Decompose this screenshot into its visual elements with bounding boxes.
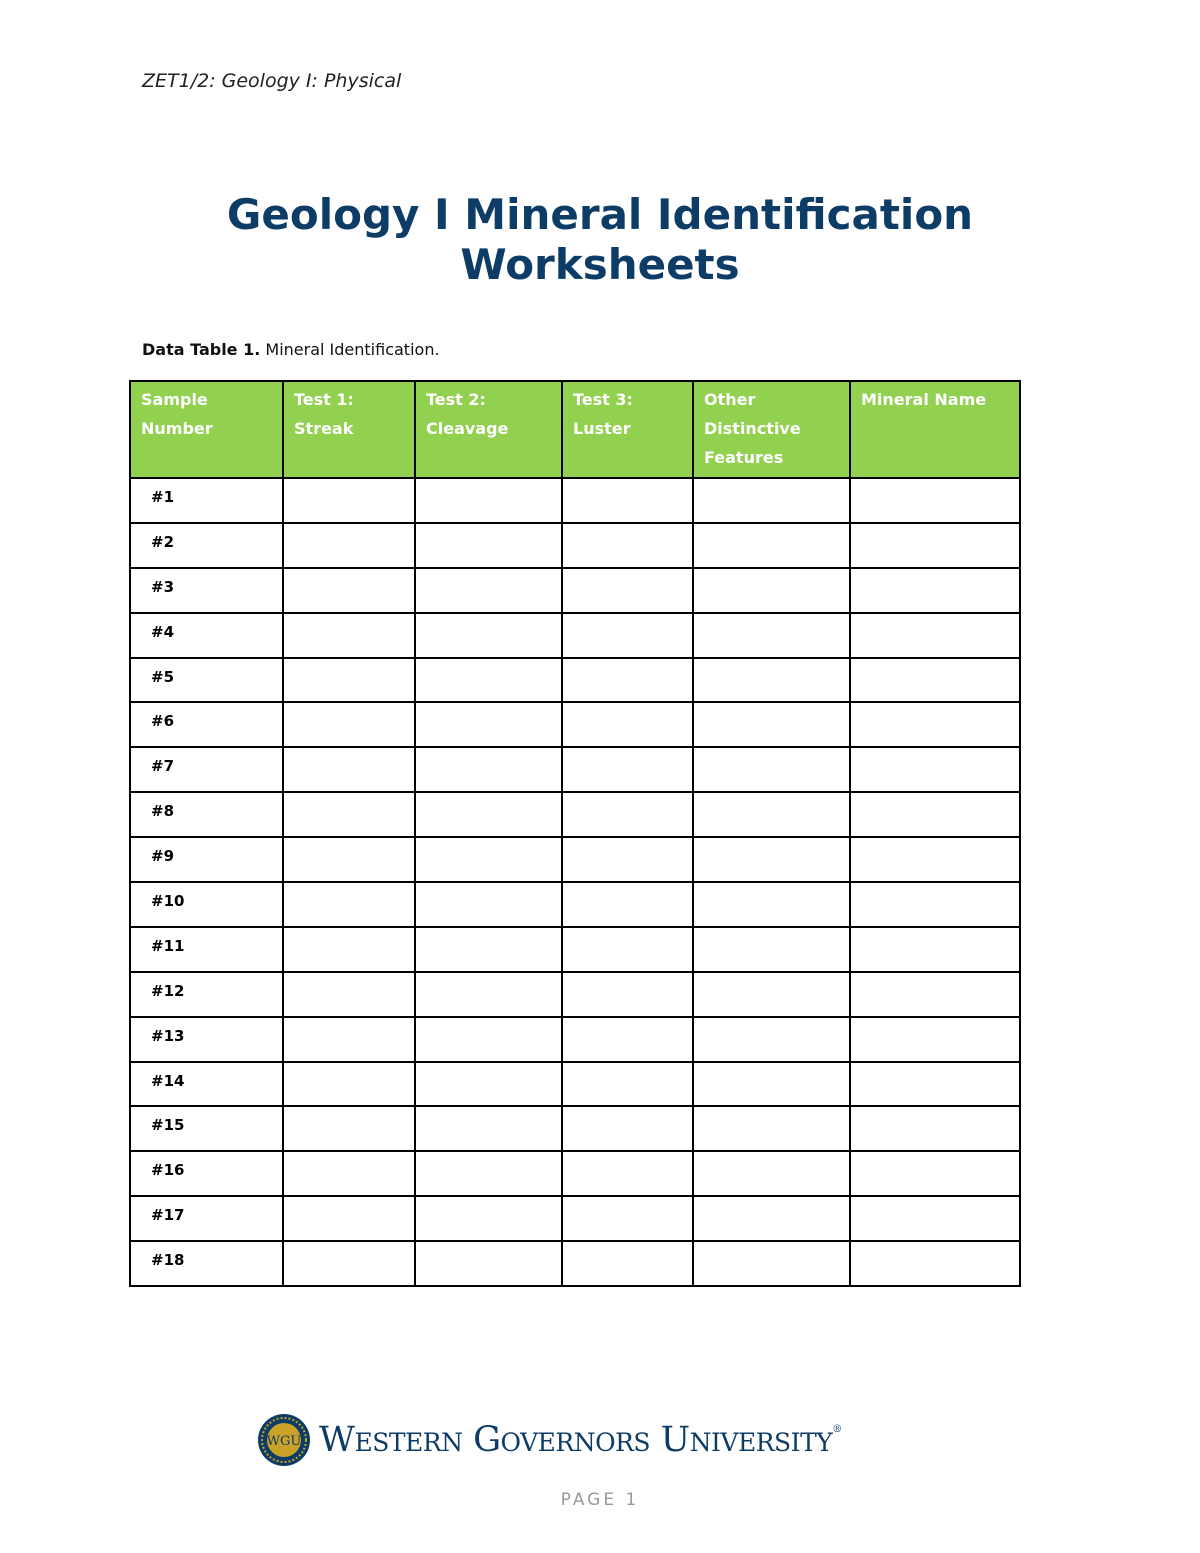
blank-entry-cell[interactable]: [693, 792, 850, 837]
blank-entry-cell[interactable]: [850, 658, 1020, 703]
blank-entry-cell[interactable]: [693, 882, 850, 927]
blank-entry-cell[interactable]: [415, 927, 562, 972]
mineral-identification-table: [129, 380, 1021, 1287]
blank-entry-cell[interactable]: [693, 1106, 850, 1151]
blank-entry-cell[interactable]: [850, 972, 1020, 1017]
column-header-line: Luster: [573, 419, 631, 438]
column-header: [283, 381, 415, 478]
blank-entry-cell[interactable]: [283, 658, 415, 703]
table-body: [130, 478, 1020, 1286]
blank-entry-cell[interactable]: [283, 792, 415, 837]
blank-entry-cell[interactable]: [283, 837, 415, 882]
column-header-line: Number: [141, 419, 213, 438]
blank-entry-cell[interactable]: [850, 1017, 1020, 1062]
table-row: [130, 568, 1020, 613]
blank-entry-cell[interactable]: [562, 1196, 693, 1241]
blank-entry-cell[interactable]: [415, 747, 562, 792]
blank-entry-cell[interactable]: [850, 1106, 1020, 1151]
table-caption-label: Data Table 1.: [142, 340, 261, 359]
column-header-line: Mineral Name: [861, 390, 987, 409]
blank-entry-cell[interactable]: [415, 613, 562, 658]
blank-entry-cell[interactable]: [415, 792, 562, 837]
blank-entry-cell[interactable]: [562, 1062, 693, 1107]
page-title-line-1: Geology I Mineral Identification: [226, 190, 974, 239]
blank-entry-cell[interactable]: [693, 478, 850, 523]
sample-number-cell: #1: [130, 478, 283, 523]
column-header-line: Sample: [141, 390, 208, 409]
blank-entry-cell[interactable]: [415, 1017, 562, 1062]
blank-entry-cell[interactable]: [283, 523, 415, 568]
blank-entry-cell[interactable]: [415, 972, 562, 1017]
blank-entry-cell[interactable]: [850, 1241, 1020, 1286]
column-header: [130, 381, 283, 478]
table-caption-text: Mineral Identification.: [260, 340, 440, 359]
registered-mark: ®: [832, 1424, 842, 1435]
table-row: [130, 1106, 1020, 1151]
sample-number-cell: #17: [130, 1196, 283, 1241]
page-number: PAGE 1: [560, 1490, 640, 1510]
blank-entry-cell[interactable]: [850, 478, 1020, 523]
sample-number-cell: #11: [130, 927, 283, 972]
blank-entry-cell[interactable]: [415, 523, 562, 568]
table-row: [130, 927, 1020, 972]
page-title: [0, 190, 1200, 290]
blank-entry-cell[interactable]: [850, 792, 1020, 837]
blank-entry-cell[interactable]: [693, 927, 850, 972]
sample-number-cell: #9: [130, 837, 283, 882]
blank-entry-cell[interactable]: [693, 837, 850, 882]
sample-number-cell: #8: [130, 792, 283, 837]
blank-entry-cell[interactable]: [283, 613, 415, 658]
blank-entry-cell[interactable]: [850, 523, 1020, 568]
blank-entry-cell[interactable]: [850, 568, 1020, 613]
table-row: [130, 747, 1020, 792]
blank-entry-cell[interactable]: [850, 613, 1020, 658]
blank-entry-cell[interactable]: [562, 972, 693, 1017]
column-header-line: Features: [704, 448, 784, 467]
blank-entry-cell[interactable]: [283, 568, 415, 613]
blank-entry-cell[interactable]: [415, 1106, 562, 1151]
blank-entry-cell[interactable]: [693, 702, 850, 747]
blank-entry-cell[interactable]: [283, 1241, 415, 1286]
sample-number-cell: #6: [130, 702, 283, 747]
blank-entry-cell[interactable]: [562, 478, 693, 523]
blank-entry-cell[interactable]: [415, 1241, 562, 1286]
wgu-seal-icon: [257, 1413, 311, 1467]
table-row: [130, 972, 1020, 1017]
blank-entry-cell[interactable]: [283, 1106, 415, 1151]
column-header: [415, 381, 562, 478]
table-row: [130, 1017, 1020, 1062]
blank-entry-cell[interactable]: [693, 1241, 850, 1286]
blank-entry-cell[interactable]: [562, 658, 693, 703]
blank-entry-cell[interactable]: [283, 1151, 415, 1196]
blank-entry-cell[interactable]: [850, 747, 1020, 792]
blank-entry-cell[interactable]: [562, 792, 693, 837]
sample-number-cell: #4: [130, 613, 283, 658]
blank-entry-cell[interactable]: [850, 882, 1020, 927]
wgu-wordmark: [319, 1420, 842, 1460]
sample-number-cell: #14: [130, 1062, 283, 1107]
page-title-line-2: Worksheets: [460, 240, 740, 289]
table-row: [130, 792, 1020, 837]
blank-entry-cell[interactable]: [693, 613, 850, 658]
table-row: [130, 478, 1020, 523]
blank-entry-cell[interactable]: [562, 702, 693, 747]
table-row: [130, 882, 1020, 927]
wgu-logo: [257, 1412, 907, 1470]
sample-number-cell: #3: [130, 568, 283, 613]
blank-entry-cell[interactable]: [562, 523, 693, 568]
column-header: [693, 381, 850, 478]
blank-entry-cell[interactable]: [283, 972, 415, 1017]
sample-number-cell: #5: [130, 658, 283, 703]
table-row: [130, 613, 1020, 658]
table-row: [130, 702, 1020, 747]
blank-entry-cell[interactable]: [415, 1151, 562, 1196]
column-header: [850, 381, 1020, 478]
blank-entry-cell[interactable]: [850, 1062, 1020, 1107]
blank-entry-cell[interactable]: [693, 1196, 850, 1241]
table-row: [130, 1151, 1020, 1196]
blank-entry-cell[interactable]: [693, 972, 850, 1017]
blank-entry-cell[interactable]: [562, 837, 693, 882]
blank-entry-cell[interactable]: [562, 1241, 693, 1286]
column-header: [562, 381, 693, 478]
blank-entry-cell[interactable]: [562, 882, 693, 927]
sample-number-cell: #16: [130, 1151, 283, 1196]
blank-entry-cell[interactable]: [283, 1196, 415, 1241]
table-row: [130, 837, 1020, 882]
table-caption: [142, 340, 440, 359]
blank-entry-cell[interactable]: [850, 927, 1020, 972]
blank-entry-cell[interactable]: [283, 702, 415, 747]
blank-entry-cell[interactable]: [415, 1196, 562, 1241]
sample-number-cell: #15: [130, 1106, 283, 1151]
wgu-wordmark-text: Western Governors University: [319, 1420, 833, 1460]
blank-entry-cell[interactable]: [562, 568, 693, 613]
column-header-line: Streak: [294, 419, 354, 438]
sample-number-cell: #2: [130, 523, 283, 568]
blank-entry-cell[interactable]: [283, 927, 415, 972]
blank-entry-cell[interactable]: [693, 568, 850, 613]
blank-entry-cell[interactable]: [850, 1196, 1020, 1241]
blank-entry-cell[interactable]: [850, 837, 1020, 882]
sample-number-cell: #18: [130, 1241, 283, 1286]
blank-entry-cell[interactable]: [562, 613, 693, 658]
blank-entry-cell[interactable]: [562, 1151, 693, 1196]
table-row: [130, 1196, 1020, 1241]
table-row: [130, 523, 1020, 568]
blank-entry-cell[interactable]: [415, 568, 562, 613]
column-header-line: Cleavage: [426, 419, 509, 438]
blank-entry-cell[interactable]: [562, 747, 693, 792]
table-row: [130, 1241, 1020, 1286]
running-head: ZET1/2: Geology I: Physical: [142, 70, 402, 92]
blank-entry-cell[interactable]: [415, 882, 562, 927]
sample-number-cell: #7: [130, 747, 283, 792]
blank-entry-cell[interactable]: [283, 478, 415, 523]
column-header-line: Test 1:: [294, 390, 354, 409]
sample-number-cell: #13: [130, 1017, 283, 1062]
sample-number-cell: #12: [130, 972, 283, 1017]
blank-entry-cell[interactable]: [415, 478, 562, 523]
blank-entry-cell[interactable]: [415, 702, 562, 747]
blank-entry-cell[interactable]: [693, 1062, 850, 1107]
blank-entry-cell[interactable]: [415, 837, 562, 882]
table-row: [130, 658, 1020, 703]
column-header-line: Test 3:: [573, 390, 633, 409]
column-header-line: Other: [704, 390, 756, 409]
column-header-line: Distinctive: [704, 419, 801, 438]
blank-entry-cell[interactable]: [693, 1151, 850, 1196]
blank-entry-cell[interactable]: [283, 747, 415, 792]
blank-entry-cell[interactable]: [850, 1151, 1020, 1196]
blank-entry-cell[interactable]: [693, 658, 850, 703]
table-row: [130, 1062, 1020, 1107]
blank-entry-cell[interactable]: [283, 1017, 415, 1062]
blank-entry-cell[interactable]: [415, 1062, 562, 1107]
table-header-row: [130, 381, 1020, 478]
blank-entry-cell[interactable]: [283, 1062, 415, 1107]
blank-entry-cell[interactable]: [283, 882, 415, 927]
blank-entry-cell[interactable]: [562, 927, 693, 972]
blank-entry-cell[interactable]: [415, 658, 562, 703]
wgu-seal-text: WGU: [266, 1434, 302, 1449]
sample-number-cell: #10: [130, 882, 283, 927]
blank-entry-cell[interactable]: [562, 1106, 693, 1151]
blank-entry-cell[interactable]: [693, 523, 850, 568]
blank-entry-cell[interactable]: [693, 1017, 850, 1062]
blank-entry-cell[interactable]: [562, 1017, 693, 1062]
blank-entry-cell[interactable]: [850, 702, 1020, 747]
blank-entry-cell[interactable]: [693, 747, 850, 792]
column-header-line: Test 2:: [426, 390, 486, 409]
